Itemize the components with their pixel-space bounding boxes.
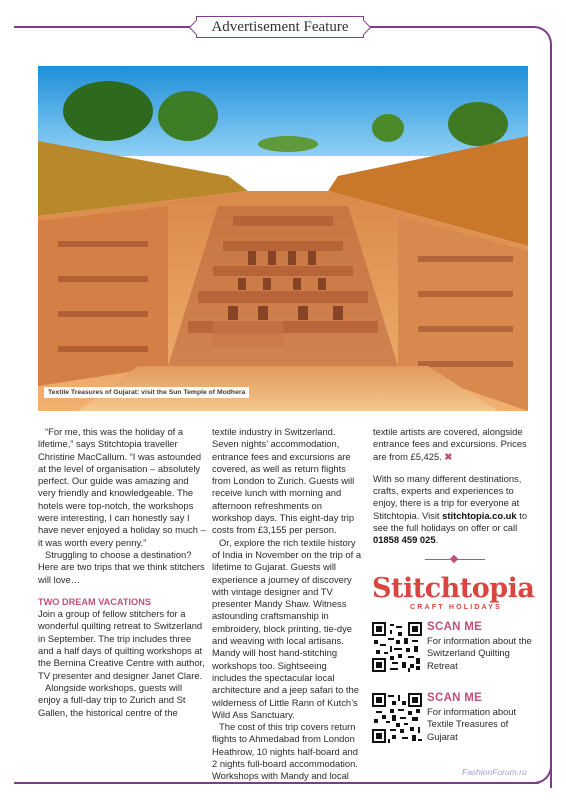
contact-paragraph bbox=[373, 473, 533, 547]
scan-me-title-1: SCAN ME bbox=[427, 621, 483, 633]
quote-paragraph: “For me, this was the holiday of a lifetime,” says Stitchtopia traveller Christine MacCallum. “I was astounded at the level of organisation – absolutely perfect. Our guide was amazing and very friendly and knowledgeable. The hotels were top-notch, the workshops were interesting, I can honestly say I have never enjoyed a holiday so much – it was worth every penny.” bbox=[38, 426, 206, 548]
scan-me-text-2: For information about Textile Treasures of Gujarat bbox=[427, 706, 517, 742]
logo-wordmark: Stitchtopia bbox=[372, 573, 535, 604]
stepwell-photo bbox=[38, 66, 528, 411]
stitchtopia-logo bbox=[372, 573, 535, 611]
switzerland-paragraph: Join a group of fellow stitchers for a wonderful quilting retreat to Switzerland in September. The trip includes three and a half days of quilting workshops at the Bernina Creative Centre with author, TV presenter and designer Janet Clare. bbox=[38, 608, 205, 681]
prices-text: textile artists are covered, alongside entrance fees and excursions. Prices are from £5,425. bbox=[373, 426, 527, 462]
article-column-3 bbox=[373, 426, 533, 547]
scan-me-title-2: SCAN ME bbox=[427, 692, 483, 704]
contact-text-end: . bbox=[435, 534, 439, 546]
contact-text-start: With so many different destinations, crafts, experts and experiences to enjoy, there is a trip for everyone at Stitchtopia. Visit bbox=[373, 472, 522, 521]
photo-caption: Textile Treasures of Gujarat: visit the Sun Temple of Modhera bbox=[44, 387, 249, 398]
website-link[interactable]: stitchtopia.co.uk bbox=[442, 509, 517, 521]
scan-me-text-1: For information about the Switzerland Quilting Retreat bbox=[427, 635, 532, 671]
prices-paragraph bbox=[373, 426, 533, 463]
logo-tagline: CRAFT HOLIDAYS bbox=[410, 604, 502, 611]
watermark: FashionForum.ru bbox=[462, 767, 527, 777]
section-subheading: TWO DREAM VACATIONS bbox=[38, 596, 151, 607]
qr-code-icon-gujarat[interactable] bbox=[372, 693, 422, 743]
phone-number[interactable]: 01858 459 025 bbox=[373, 534, 436, 546]
qr-code-icon-switzerland[interactable] bbox=[372, 622, 422, 672]
gujarat-paragraph: Or, explore the rich textile history of India in November on the trip of a lifetime to Gujarat. Guests will experience a journey of discovery with vintage designer and TV presenter Mandy Shaw. Witness astounding craftsmanship in embroidery, block printing, tie-dye and weaving with local artisans. Mandy will host hand-stitching workshops too. Sightseeing includes the spectacular local architecture and a jeep safari to the wilderness of Little Rann of Kutch’s Wild Ass Sanctuary. bbox=[212, 536, 362, 720]
contact-text-mid: to see the full holidays on offer or call bbox=[373, 509, 528, 534]
workshops-paragraph: Alongside workshops, guests will enjoy a full-day trip to Zurich and St Gallen, the historical centre of the bbox=[38, 681, 186, 718]
switzerland-cost-paragraph: textile industry in Switzerland. Seven nights’ accommodation, entrance fees and excursions are covered, as well as return flights from London to Zurich. Guests will receive lunch with morning and afternoon refreshments on workshop days. This eight-day trip costs from £3,155 per person. bbox=[212, 426, 355, 536]
article-column-2 bbox=[212, 426, 362, 783]
article-column-1 bbox=[38, 426, 206, 719]
intro-paragraph: Struggling to choose a destination? Here are two trips that we think stitchers will love… bbox=[38, 548, 205, 585]
gujarat-cost-paragraph: The cost of this trip covers return flights to Ahmedabad from London Heathrow, 10 nights half-board and 2 nights full-board accommodation. Workshops with Mandy and local bbox=[212, 721, 358, 782]
end-mark-icon: ✖ bbox=[444, 450, 453, 462]
advertisement-feature-label: Advertisement Feature bbox=[196, 16, 364, 38]
